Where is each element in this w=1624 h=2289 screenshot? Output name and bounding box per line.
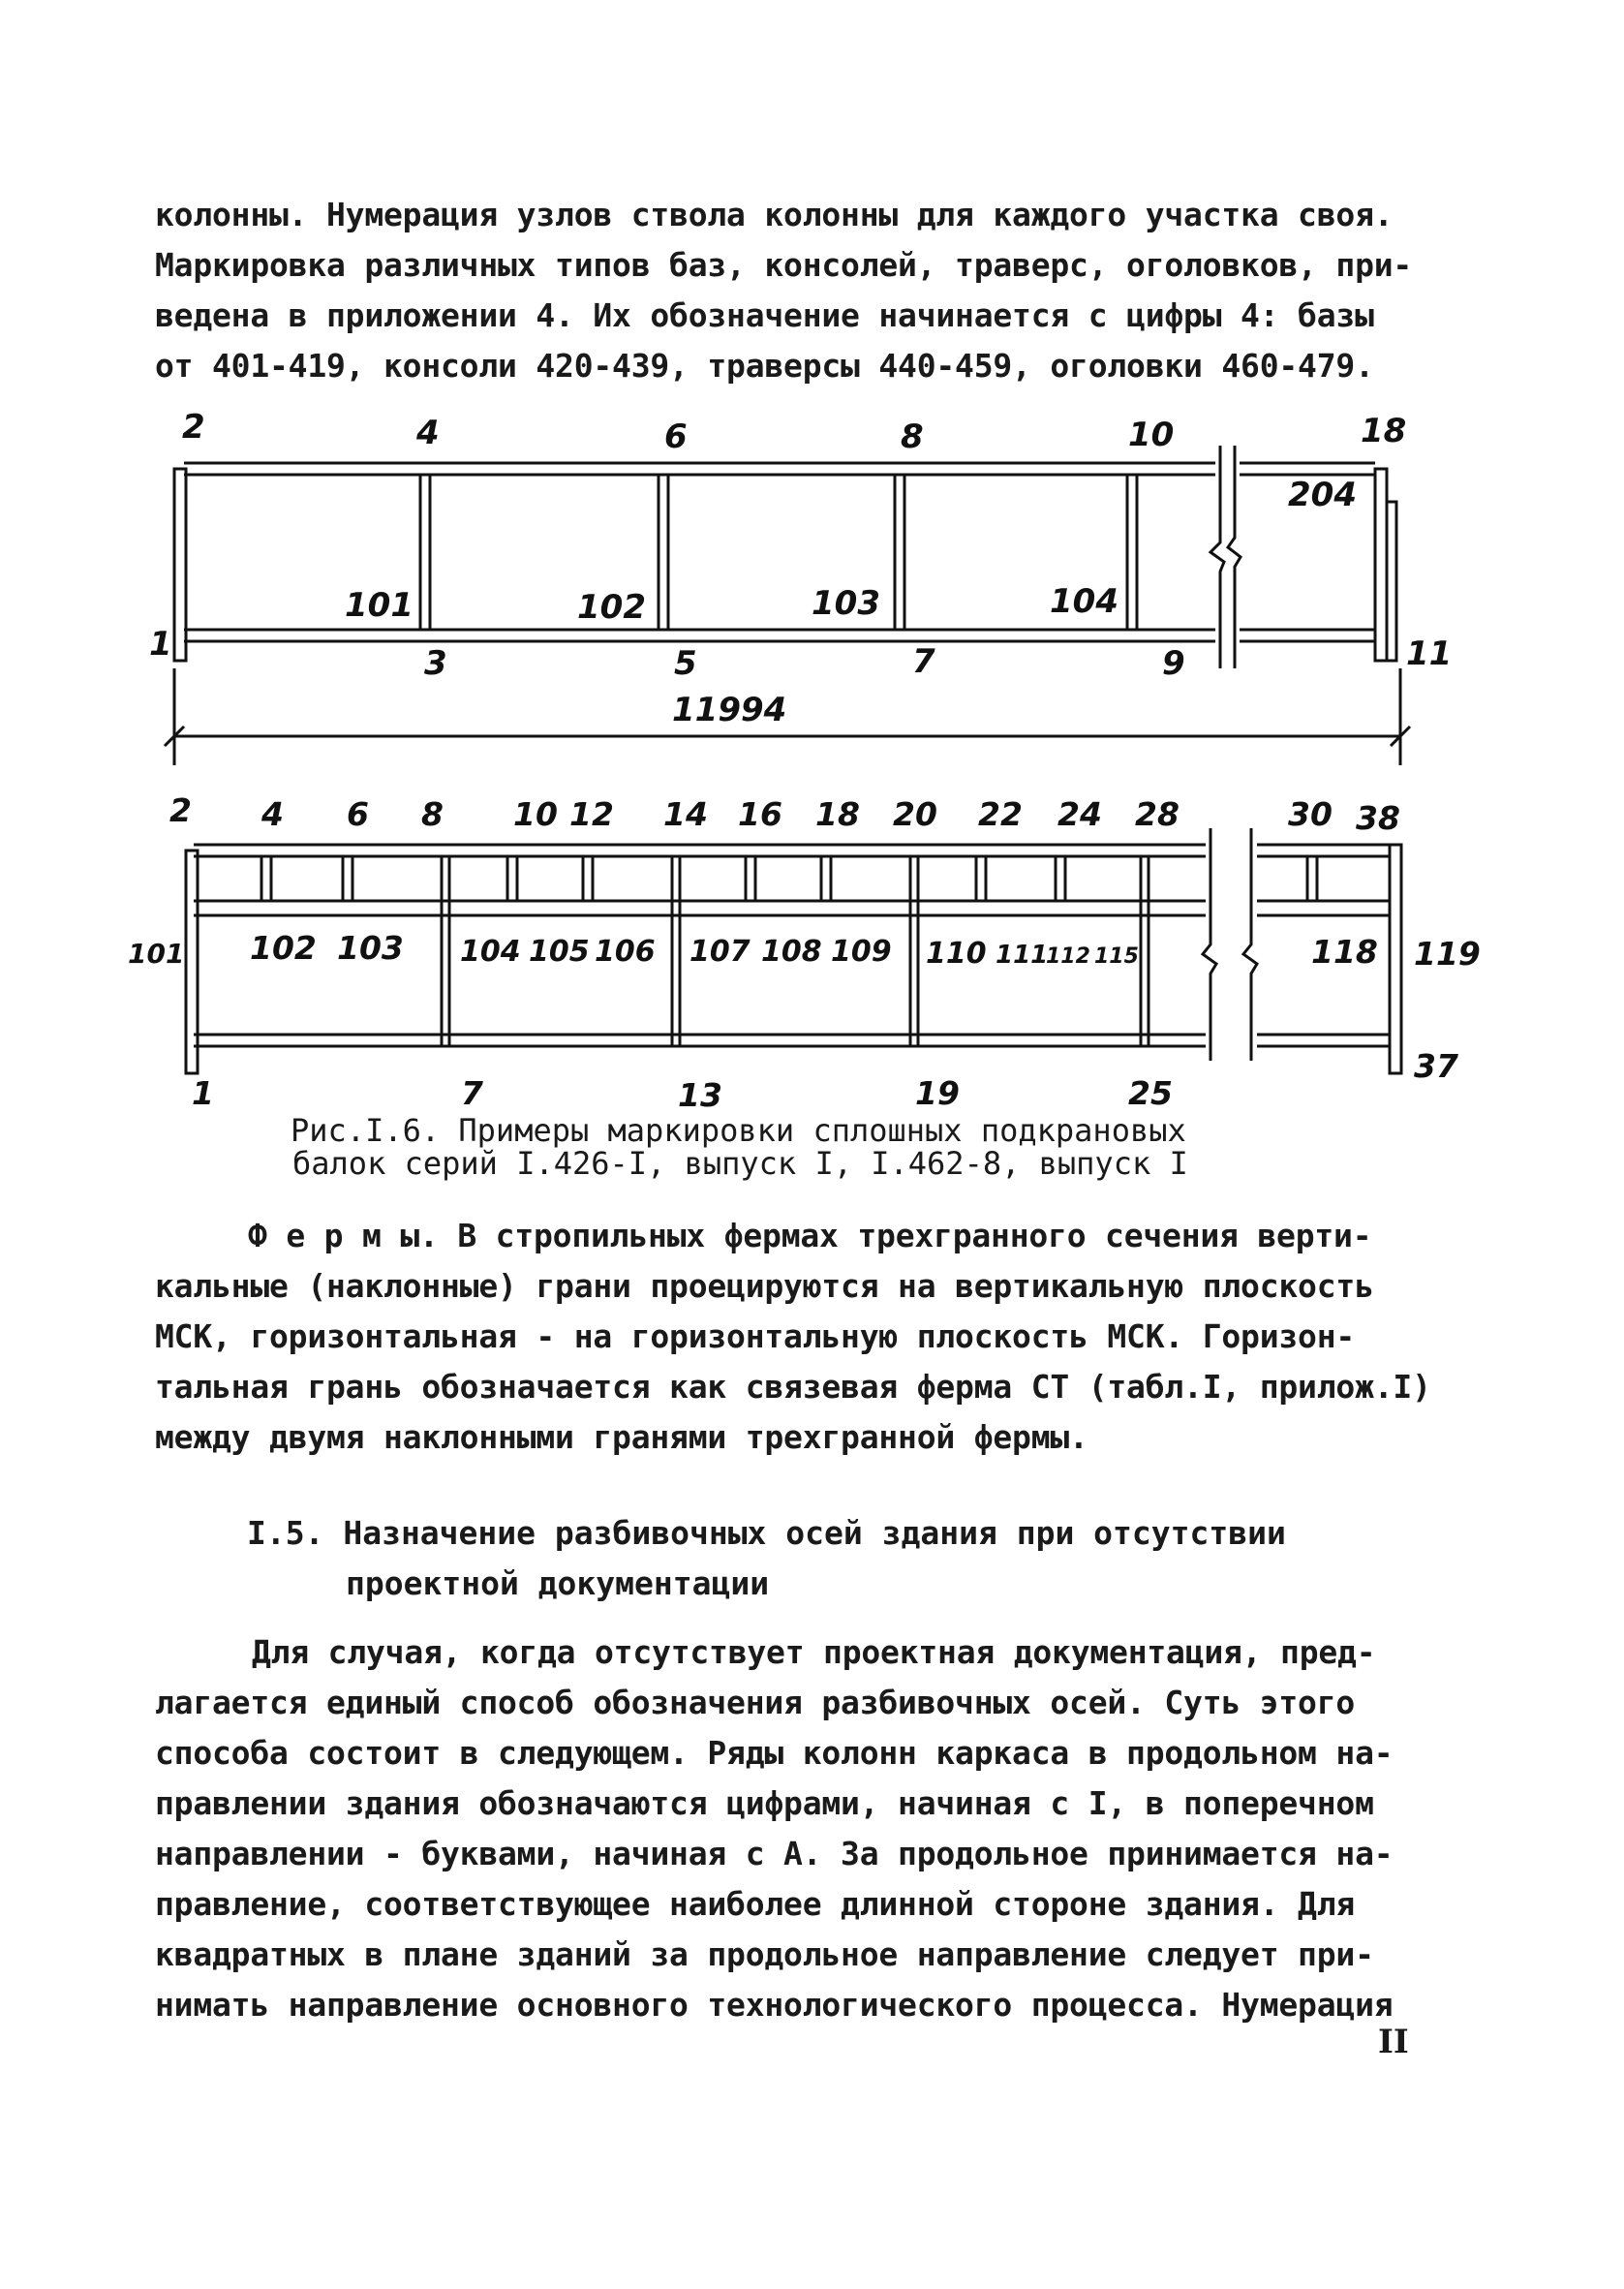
text-line: между двумя наклонными гранями трехгранной фермы.: [155, 1418, 1088, 1456]
text-line: колонны. Нумерация узлов ствола колонны для каждого участка своя.: [155, 196, 1394, 233]
node-label: 37: [1414, 1047, 1458, 1085]
node-label: 25: [1128, 1074, 1173, 1112]
side-label: 119: [1414, 935, 1481, 973]
panel-label: 102: [250, 929, 317, 967]
dimension-label: 11994: [672, 691, 787, 729]
stiffener-label: 103: [812, 584, 880, 623]
node-label: 7: [461, 1074, 483, 1112]
panel-label: 110: [926, 937, 987, 971]
text-line: Ф е р м ы. В стропильных фермах трехгранного сечения верти-: [248, 1217, 1372, 1254]
panel-label: 109: [831, 935, 892, 969]
node-label: 20: [893, 795, 937, 833]
text-line: ведена в приложении 4. Их обозначение начинается с цифры 4: базы: [155, 296, 1374, 334]
figure-caption: [291, 1114, 1356, 1180]
stiffener-label: 104: [1050, 582, 1118, 621]
panel-label: 106: [595, 935, 656, 969]
text-line: Для случая, когда отсутствует проектная документация, пред-: [252, 1633, 1376, 1671]
node-label: 13: [678, 1076, 722, 1114]
panel-label: 108: [761, 935, 822, 969]
node-label: 18: [815, 795, 860, 833]
paragraph-trusses: [155, 1211, 1491, 1463]
node-label: 38: [1356, 799, 1400, 837]
text-line: тальная грань обозначается как связевая ферма СТ (табл.I, прилож.I): [155, 1368, 1431, 1406]
node-label: 5: [674, 644, 697, 683]
node-label: 14: [663, 795, 708, 833]
node-label: 8: [901, 418, 924, 456]
node-label: 7: [912, 642, 935, 681]
text-line: Маркировка различных типов баз, консолей, траверс, оголовков, при-: [155, 246, 1413, 284]
node-label: 10: [513, 795, 558, 833]
node-label: 12: [569, 795, 614, 833]
node-label: 22: [978, 795, 1023, 833]
page-number: II: [1378, 2023, 1409, 2061]
side-label: 101: [128, 938, 185, 970]
stiffener-label: 101: [345, 586, 414, 625]
panel-label: 111: [996, 941, 1049, 970]
panel-label: 104: [460, 935, 521, 969]
node-label: 6: [347, 795, 369, 833]
node-label: 24: [1057, 795, 1102, 833]
text-line: МСК, горизонтальная - на горизонтальную плоскость МСК. Горизон-: [155, 1317, 1356, 1355]
panel-label: 105: [529, 935, 590, 969]
panel-label: 103: [337, 929, 404, 967]
text-line: квадратных в плане зданий за продольное направление следует при-: [155, 1935, 1374, 1973]
text-line: нимать направление основного технологического процесса. Нумерация: [155, 1986, 1394, 2024]
node-label: 11: [1406, 634, 1453, 673]
text-line: направлении - буквами, начиная с А. За продольное принимается на-: [155, 1835, 1394, 1872]
panel-label: 107: [689, 935, 751, 969]
caption-line: балок серий I.426-I, выпуск I, I.462-8, выпуск I: [292, 1145, 1188, 1182]
text-line: от 401-419, консоли 420-439, траверсы 440-459, оголовки 460-479.: [155, 347, 1374, 385]
node-label: 1: [192, 1074, 214, 1112]
node-label: 6: [664, 418, 688, 456]
node-label: 2: [169, 791, 192, 829]
text-line: правление, соответствующее наиболее длинной стороне здания. Для: [155, 1885, 1356, 1923]
panel-label: 115: [1094, 944, 1139, 969]
node-label: 4: [416, 414, 440, 452]
node-label: 18: [1361, 412, 1407, 450]
node-label: 30: [1288, 795, 1333, 833]
node-label: 28: [1135, 795, 1180, 833]
heading-line: проектной документации: [346, 1564, 770, 1602]
element-label: 204: [1288, 476, 1357, 514]
node-label: 1: [149, 625, 172, 664]
node-label: 9: [1162, 644, 1185, 683]
text-line: способа состоит в следующем. Ряды колонн каркаса в продольном на-: [155, 1734, 1394, 1772]
stiffener-label: 102: [577, 588, 646, 627]
panel-label: 112: [1046, 944, 1090, 969]
section-heading: [247, 1508, 1486, 1609]
beam-2-labels: [128, 791, 1481, 1114]
node-label: 2: [182, 408, 205, 447]
panel-label: 118: [1311, 933, 1378, 971]
node-label: 19: [915, 1074, 960, 1112]
heading-line: I.5. Назначение разбивочных осей здания при отсутствии: [247, 1514, 1286, 1552]
beam-1-labels: [149, 408, 1452, 729]
caption-line: Рис.I.6. Примеры маркировки сплошных подкрановых: [291, 1112, 1186, 1149]
node-label: 4: [261, 795, 284, 833]
paragraph-axes: [155, 1627, 1491, 2030]
text-line: кальные (наклонные) грани проецируются на вертикальную плоскость: [155, 1267, 1374, 1305]
node-label: 10: [1128, 416, 1175, 454]
text-line: правлении здания обозначаются цифрами, начиная с I, в поперечном: [155, 1784, 1374, 1822]
text-line: лагается единый способ обозначения разбивочных осей. Суть этого: [155, 1684, 1356, 1721]
node-label: 3: [424, 644, 447, 683]
node-label: 8: [421, 795, 444, 833]
node-label: 16: [738, 795, 782, 833]
